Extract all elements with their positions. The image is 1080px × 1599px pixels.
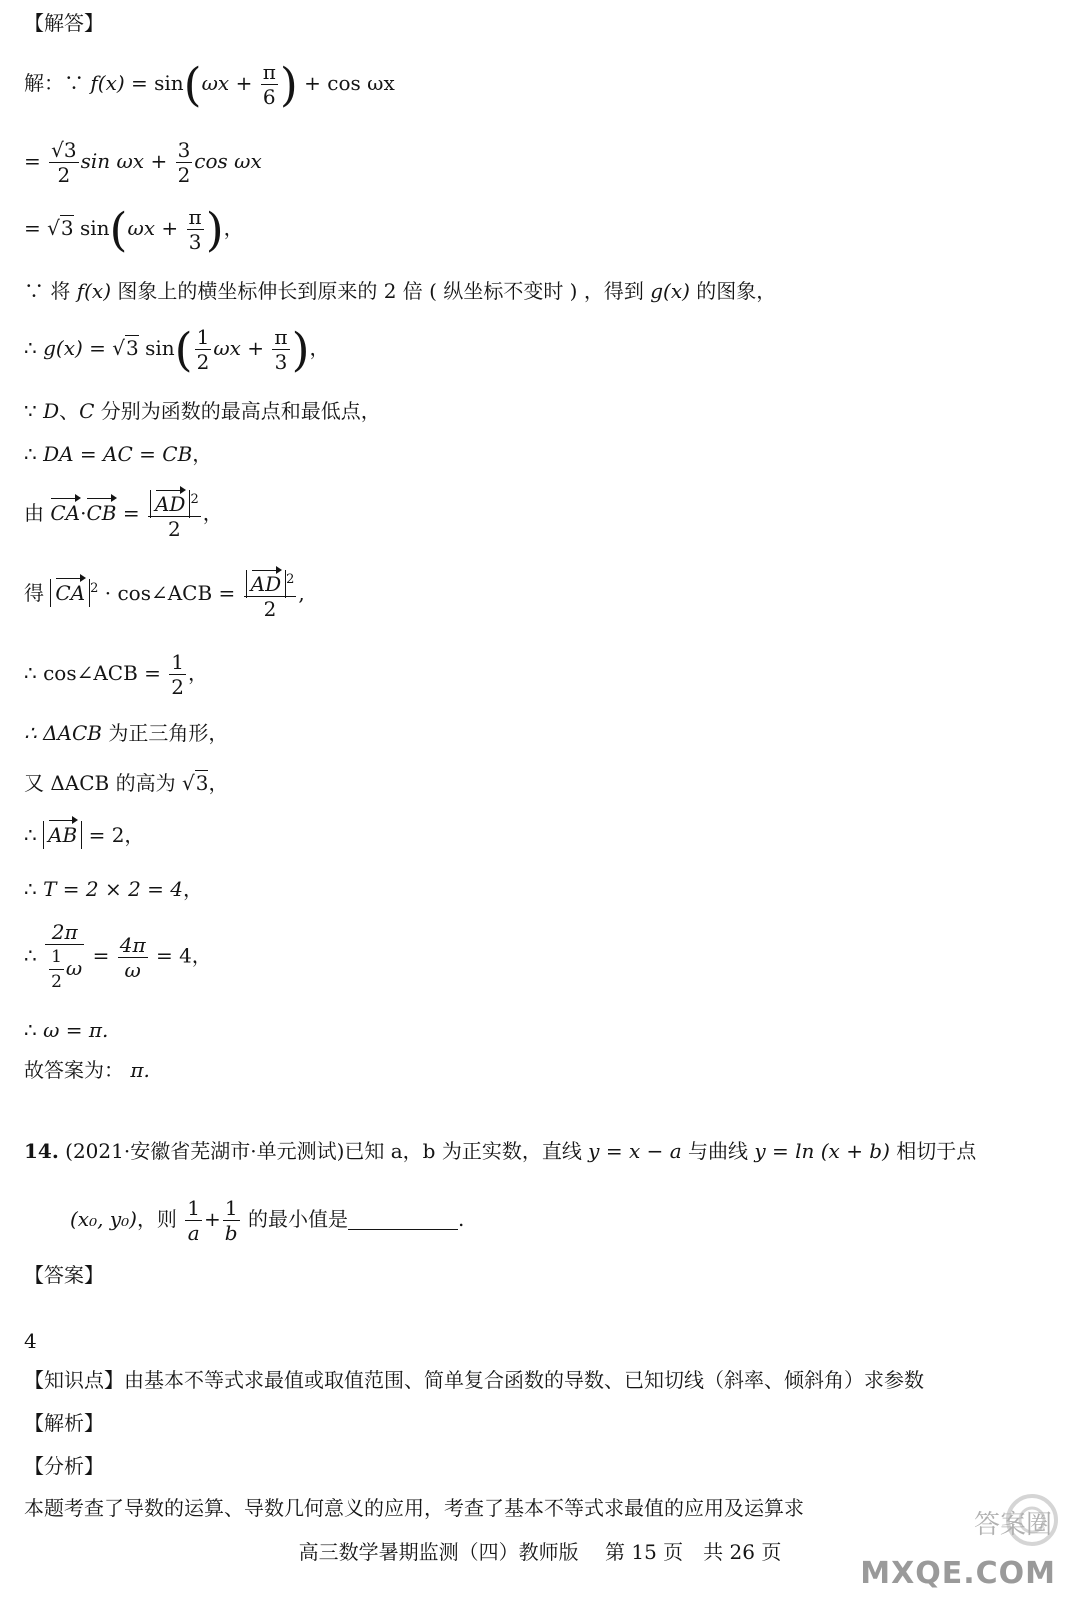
fraction: $\frac{\pi}{3}$ (188, 205, 202, 254)
math: ωx + (201, 71, 259, 95)
text: + cos ωx (297, 71, 395, 95)
eq-line-16: ∴ ω = π. (24, 1018, 109, 1042)
fraction: $\frac{3}{2}$ (177, 138, 191, 187)
fraction: $\frac{\pi}{6}$ (262, 60, 276, 109)
eq-line-14: ∴ T = 2 × 2 = 4， (24, 877, 204, 901)
fraction: $\frac{4\pi}{\omega}$ (119, 932, 146, 982)
math: f(x) (90, 71, 125, 95)
fraction: $\frac{AD ^2}{2}$ (244, 568, 297, 621)
eq-line-1: 解：∵ f(x) = sin(ωx + $\frac{\pi}{6}$ ) + cos ωx (24, 57, 395, 112)
answer-heading: 【答案】 (24, 1263, 104, 1287)
eq-line-8: 由 CA·CB = $\frac{AD ^2}{2}$ ， (24, 488, 223, 541)
text-line-11: ∴ ΔACB 为正三角形， (24, 721, 229, 745)
fraction: 2π $\frac{1}{2}$ ω (45, 920, 84, 994)
final-answer-line: 故答案为： π. (24, 1058, 150, 1082)
question-14: 14. (2021·安徽省芜湖市·单元测试)已知 a，b 为正实数，直线 y = x − a 与曲线 y = ln (x + b) 相切于点 (24, 1139, 977, 1163)
watermark-top: 答案圈 (973, 1510, 1052, 1540)
answer-value: 4 (24, 1329, 37, 1353)
fraction: $\frac{AD ^2}{2}$ (148, 488, 201, 541)
eq-line-9: 得 CA $^2$ · cos∠ACB = $\frac{AD ^2}{2}$ , (24, 568, 305, 621)
fraction: $\frac{\pi}{3}$ (274, 325, 288, 374)
analysis-text: 本题考查了导数的运算、导数几何意义的应用，考查了基本不等式求最值的应用及运算求 (24, 1496, 804, 1520)
eq-line-15: ∴ 2π $\frac{1}{2}$ ω = $\frac{4\pi}{\omega}$ = 4， (24, 920, 212, 992)
fraction: $\frac{1}{2}$ (196, 325, 210, 374)
fenxi-heading: 【分析】 (24, 1454, 104, 1478)
fraction: $\frac{1}{a}$ (187, 1196, 201, 1245)
text-line-4: ∵ 将 f(x) 图象上的横坐标伸长到原来的 2 倍 ( 纵坐标不变时 ) ，得到 g(x) 的图象， (24, 279, 777, 303)
eq-line-3: = √3 sin(ωx + $\frac{\pi}{3}$ )， (24, 202, 244, 257)
text: = sin (124, 71, 184, 95)
fraction: $\frac{1}{b}$ (224, 1196, 238, 1245)
text-line-6: ∵ D、C 分别为函数的最高点和最低点， (24, 399, 381, 423)
watermark-text: MXQE.COM (860, 1556, 1056, 1591)
page-footer: 高三数学暑期监测（四）教师版 第 15 页 共 26 页 (298, 1540, 782, 1564)
text-line-12: 又 ΔACB 的高为 √3， (24, 771, 229, 795)
eq-line-13: ∴ AB = 2， (24, 823, 145, 847)
analysis-heading: 【解析】 (24, 1411, 104, 1435)
text: 解：∵ (24, 71, 91, 95)
answer-blank (348, 1207, 458, 1230)
eq-line-10: ∴ cos∠ACB = $\frac{1}{2}$ ， (24, 650, 208, 699)
eq-line-7: ∴ DA = AC = CB， (24, 442, 213, 466)
question-14-cont: (x₀, y₀)，则 $\frac{1}{a}$ + $\frac{1}{b}$ 的最小值是 . (70, 1196, 465, 1245)
section-heading-solution: 【解答】 (24, 11, 104, 35)
fraction: $\frac{1}{2}$ (171, 650, 184, 699)
fraction: $\frac{√3}{2}$ (51, 138, 77, 187)
knowledge-points: 【知识点】由基本不等式求最值或取值范围、简单复合函数的导数、已知切线（斜率、倾斜角）求参数 (24, 1368, 924, 1392)
eq-line-5: ∴ g(x) = √3 sin( $\frac{1}{2}$ ωx + $\frac{\pi}{3}$ )， (24, 322, 330, 377)
eq-line-2: = $\frac{√3}{2}$ sin ωx + $\frac{3}{2}$ cos ωx (24, 138, 262, 187)
